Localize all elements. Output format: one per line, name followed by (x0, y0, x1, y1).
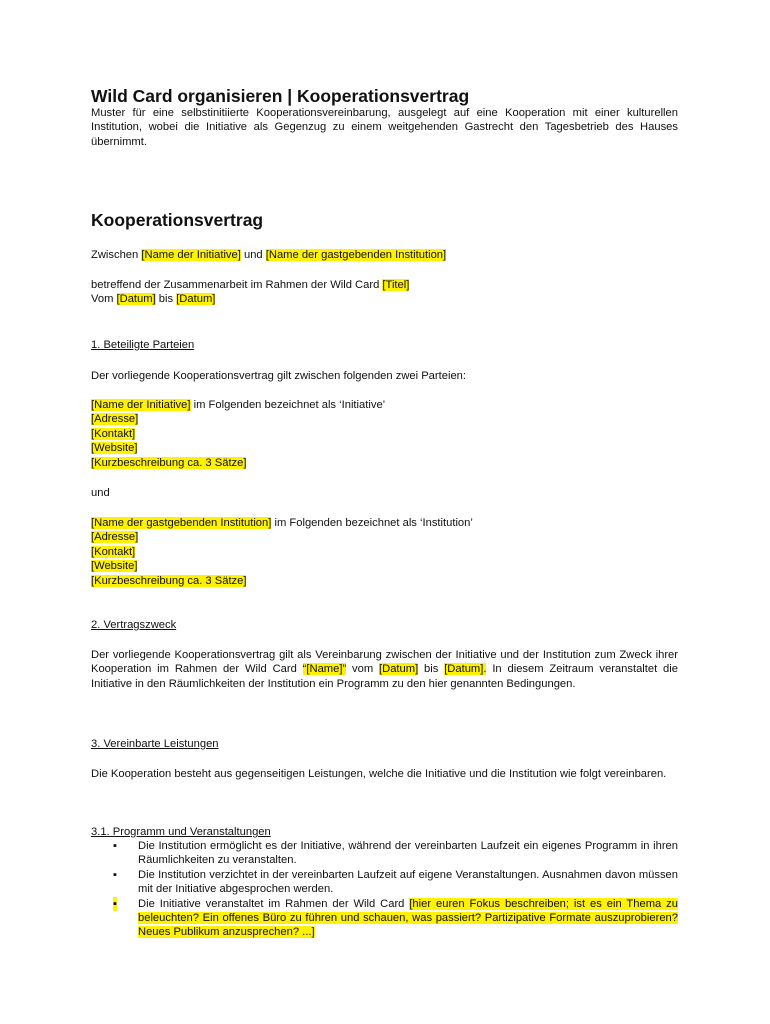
party-institution-address: [Adresse] (91, 531, 139, 544)
s2-text-2: vom (346, 663, 380, 676)
to-label: bis (155, 293, 177, 306)
placeholder-title: [Titel] (382, 279, 410, 291)
document-title: Wild Card organisieren | Kooperationsvertrag (91, 86, 470, 106)
list-item-text: Die Institution verzichtet in der vereinbarten Laufzeit auf eigene Veranstaltungen. Ausnahmen davon müssen mit der Initiative abgesprochen werden. (138, 868, 678, 896)
party-initiative-block (91, 398, 678, 470)
section-2-heading: 2. Vertragszweck (91, 619, 177, 631)
section-3-1-heading: 3.1. Programm und Veranstaltungen (91, 826, 271, 838)
list-item-text: Die Initiative veranstaltet im Rahmen der Wild Card (138, 897, 410, 910)
between-prefix: Zwischen (91, 249, 142, 261)
party-institution-block (91, 516, 678, 588)
party-initiative-suffix: im Folgenden bezeichnet als ‘Initiative’ (190, 399, 386, 411)
regarding-block (91, 278, 678, 307)
placeholder-institution-name: [Name der gastgebenden Institution] (265, 249, 447, 261)
contract-heading: Kooperationsvertrag (91, 210, 264, 230)
party-institution-description: [Kurzbeschreibung ca. 3 Sätze] (91, 574, 247, 587)
s2-text-3: bis (418, 663, 445, 676)
party-initiative-address: [Adresse] (91, 413, 139, 426)
placeholder-start-date: [Datum] (116, 293, 156, 306)
list-item-text: Die Institution ermöglicht es der Initiative, während der vereinbarten Laufzeit ein eigenes Programm in ihren Räumlichkeiten zu veranstalten. (138, 840, 678, 867)
document-intro: Muster für eine selbstinitiierte Kooperationsvereinbarung, ausgelegt auf eine Kooperation mit einer kulturellen Institution, wobei die Initiative als Gegenzug zu einem weitgehenden Gastrecht den Tagesbetrieb des Hauses übernimmt. (91, 107, 678, 148)
and-word: und (91, 487, 110, 499)
s2-placeholder-start-date: [Datum] (379, 663, 419, 676)
section-1-heading: 1. Beteiligte Parteien (91, 339, 195, 351)
list-item (91, 868, 678, 897)
list-item (91, 839, 678, 868)
parties-line (91, 248, 678, 262)
section-2-paragraph (91, 648, 678, 691)
from-label: Vom (91, 293, 117, 306)
section-3-1-list (91, 839, 678, 940)
party-initiative-name: [Name der Initiative] (91, 399, 191, 411)
s2-placeholder-end-date: [Datum]. (444, 663, 487, 676)
section-1-intro: Der vorliegende Kooperationsvertrag gilt zwischen folgenden zwei Parteien: (91, 370, 466, 382)
party-institution-contact: [Kontakt] (91, 545, 136, 558)
bullet-icon: ▪ (113, 868, 117, 881)
party-initiative-website: [Website] (91, 442, 138, 455)
list-item (91, 897, 678, 940)
section-3-intro: Die Kooperation besteht aus gegenseitigen Leistungen, welche die Initiative und die Institution wie folgt vereinbaren. (91, 768, 667, 780)
regarding-text: betreffend der Zusammenarbeit im Rahmen der Wild Card (91, 279, 383, 291)
placeholder-initiative-name: [Name der Initiative] (141, 249, 241, 261)
placeholder-focus-description: [hier euren Fokus beschreiben; ist es ein Thema zu beleuchten? Ein offenes Büro zu führen und schauen, was passiert? Partizipative Formate auszuprobieren? Neues Publikum anzusprechen? ...] (138, 897, 678, 939)
party-initiative-description: [Kurzbeschreibung ca. 3 Sätze] (91, 456, 247, 469)
s2-text-1: Der vorliegende Kooperationsvertrag gilt als Vereinbarung zwischen der Initiative und der Institution zum Zweck ihrer Kooperation im Rahmen der Wild Card (91, 649, 678, 676)
bullet-icon: ▪ (113, 897, 117, 910)
bullet-icon: ▪ (113, 840, 117, 852)
party-institution-website: [Website] (91, 560, 138, 573)
party-institution-name: [Name der gastgebenden Institution] (91, 517, 272, 529)
placeholder-end-date: [Datum] (176, 293, 216, 306)
placeholder-wildcard-name: “[Name]” (302, 663, 347, 676)
s2-text-4: In diesem Zeitraum veranstaltet die Initiative in den Räumlichkeiten der Institution ein Programm zu den hier genannten Bedingungen. (91, 663, 678, 690)
party-initiative-contact: [Kontakt] (91, 427, 136, 440)
section-3-heading: 3. Vereinbarte Leistungen (91, 738, 219, 750)
party-institution-suffix: im Folgenden bezeichnet als ‘Institution’ (271, 517, 473, 529)
between-and: und (240, 249, 266, 261)
